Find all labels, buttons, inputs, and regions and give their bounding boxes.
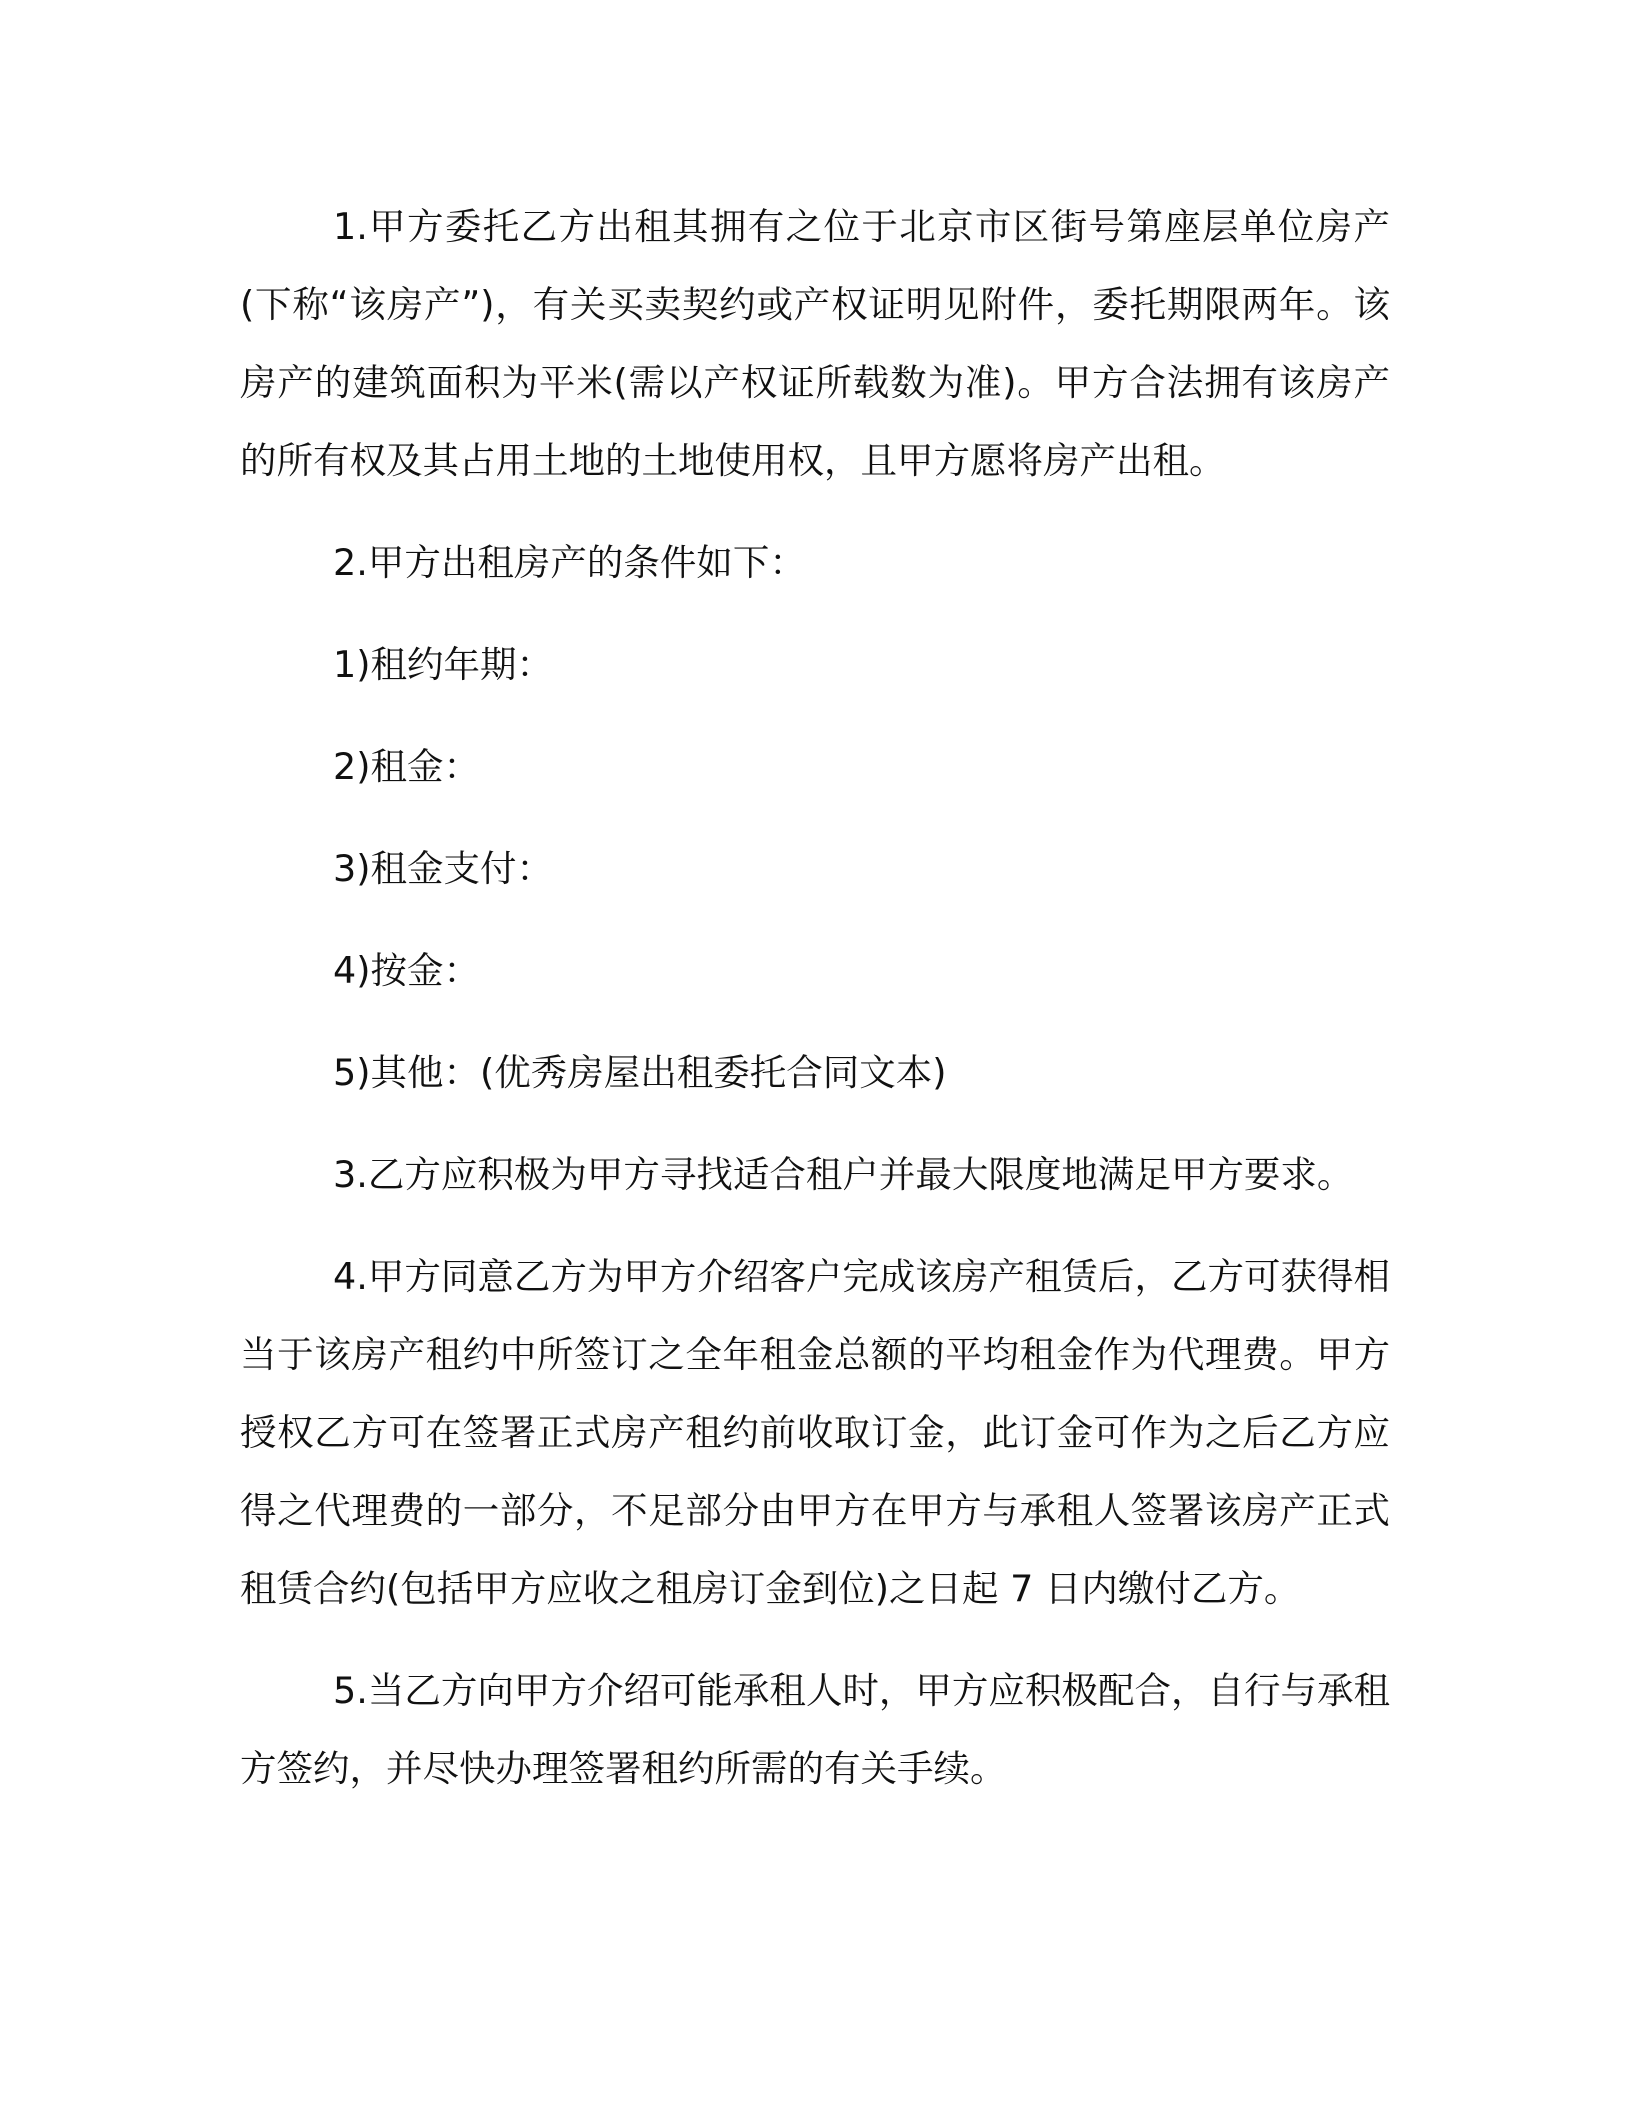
clause-2-item-rent: 2)租金： [333,745,480,788]
clause-2-item-deposit: 4)按金： [333,949,480,992]
document-body [240,188,1390,1832]
clause-2-item-lease-term: 1)租约年期： [333,643,553,686]
clause-1-paragraph: 1.甲方委托乙方出租其拥有之位于北京市区街号第座层单位房产(下称“该房产”)，有关买卖契约或产权证明见附件，委托期限两年。该房产的建筑面积为平米(需以产权证所载数为准)。甲方合法拥有该房产的所有权及其占用土地的土地使用权，且甲方愿将房产出租。 [240,205,1390,482]
clause-2-item-rent-payment: 3)租金支付： [333,847,553,890]
clause-2-paragraph: 2.甲方出租房产的条件如下： [333,541,806,584]
clause-4-paragraph: 4.甲方同意乙方为甲方介绍客户完成该房产租赁后，乙方可获得相当于该房产租约中所签订之全年租金总额的平均租金作为代理费。甲方授权乙方可在签署正式房产租约前收取订金，此订金可作为之后乙方应得之代理费的一部分，不足部分由甲方在甲方与承租人签署该房产正式租赁合约(包括甲方应收之租房订金到位)之日起 7 日内缴付乙方。 [240,1255,1390,1610]
clause-3-paragraph: 3.乙方应积极为甲方寻找适合租户并最大限度地满足甲方要求。 [333,1153,1354,1196]
clause-5-paragraph: 5.当乙方向甲方介绍可能承租人时，甲方应积极配合，自行与承租方签约，并尽快办理签署租约所需的有关手续。 [240,1669,1390,1790]
clause-2-item-other: 5)其他：(优秀房屋出租委托合同文本) [333,1051,947,1094]
